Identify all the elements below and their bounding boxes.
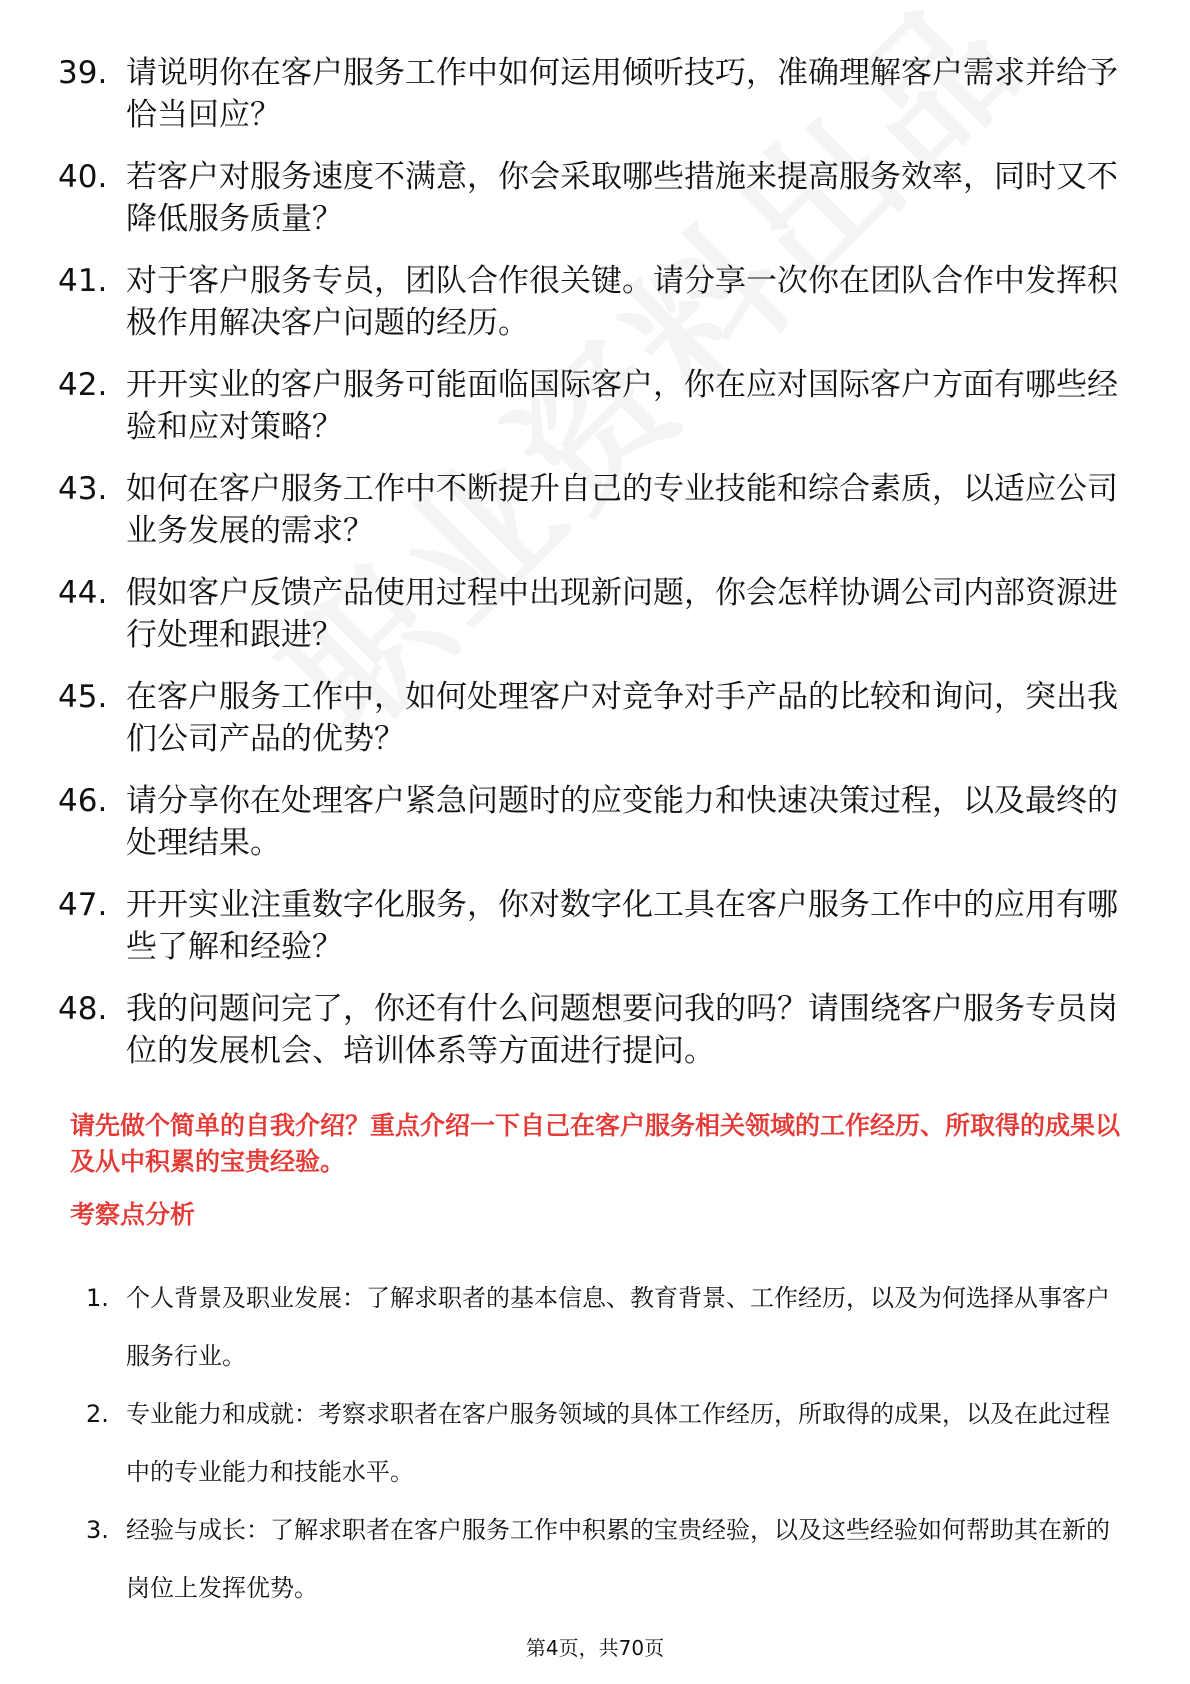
question-text: 开开实业注重数字化服务，你对数字化工具在客户服务工作中的应用有哪些了解和经验？ xyxy=(126,887,1118,965)
question-number: 39. xyxy=(58,55,108,91)
question-number: 44. xyxy=(58,575,108,611)
question-number: 40. xyxy=(58,159,108,195)
question-item xyxy=(58,780,1118,864)
question-text: 请说明你在客户服务工作中如何运用倾听技巧，准确理解客户需求并给予恰当回应？ xyxy=(126,55,1118,133)
analysis-heading: 考察点分析 xyxy=(70,1200,196,1229)
question-item xyxy=(58,364,1118,448)
section-question-title: 请先做个简单的自我介绍？重点介绍一下自己在客户服务相关领域的工作经历、所取得的成果以及从中积累的宝贵经验。 xyxy=(70,1111,1121,1176)
analysis-point-number: 1. xyxy=(86,1284,109,1312)
question-text: 我的问题问完了，你还有什么问题想要问我的吗？请围绕客户服务专员岗位的发展机会、培训体系等方面进行提问。 xyxy=(126,991,1118,1069)
question-number: 46. xyxy=(58,783,108,819)
question-text: 如何在客户服务工作中不断提升自己的专业技能和综合素质，以适应公司业务发展的需求？ xyxy=(126,471,1118,549)
question-text: 对于客户服务专员，团队合作很关键。请分享一次你在团队合作中发挥积极作用解决客户问题的经历。 xyxy=(126,263,1118,341)
analysis-point-number: 2. xyxy=(86,1400,109,1428)
question-text: 开开实业的客户服务可能面临国际客户，你在应对国际客户方面有哪些经验和应对策略？ xyxy=(126,367,1118,445)
question-item xyxy=(58,156,1118,240)
question-number: 47. xyxy=(58,887,108,923)
question-number: 48. xyxy=(58,991,108,1027)
question-list xyxy=(58,52,1118,1092)
page-footer: 第4页，共70页 xyxy=(525,1636,665,1660)
analysis-point xyxy=(86,1269,1126,1385)
question-number: 45. xyxy=(58,679,108,715)
analysis-point-text: 个人背景及职业发展：了解求职者的基本信息、教育背景、工作经历，以及为何选择从事客户服务行业。 xyxy=(126,1284,1110,1370)
question-number: 41. xyxy=(58,263,108,299)
analysis-point xyxy=(86,1385,1126,1501)
question-item xyxy=(58,572,1118,656)
question-text: 在客户服务工作中，如何处理客户对竞争对手产品的比较和询问，突出我们公司产品的优势？ xyxy=(126,679,1118,757)
analysis-point-text: 专业能力和成就：考察求职者在客户服务领域的具体工作经历，所取得的成果，以及在此过程中的专业能力和技能水平。 xyxy=(126,1400,1110,1486)
question-number: 42. xyxy=(58,367,108,403)
question-item xyxy=(58,260,1118,344)
question-text: 请分享你在处理客户紧急问题时的应变能力和快速决策过程，以及最终的处理结果。 xyxy=(126,783,1118,861)
question-number: 43. xyxy=(58,471,108,507)
question-text: 若客户对服务速度不满意，你会采取哪些措施来提高服务效率，同时又不降低服务质量？ xyxy=(126,159,1118,237)
analysis-point-text: 经验与成长：了解求职者在客户服务工作中积累的宝贵经验，以及这些经验如何帮助其在新的岗位上发挥优势。 xyxy=(126,1516,1110,1602)
question-item xyxy=(58,884,1118,968)
question-item xyxy=(58,52,1118,136)
analysis-point-number: 3. xyxy=(86,1516,109,1544)
analysis-point xyxy=(86,1501,1126,1617)
question-item xyxy=(58,468,1118,552)
question-item xyxy=(58,676,1118,760)
question-text: 假如客户反馈产品使用过程中出现新问题，你会怎样协调公司内部资源进行处理和跟进？ xyxy=(126,575,1118,653)
analysis-point-list xyxy=(86,1269,1126,1617)
question-item xyxy=(58,988,1118,1072)
